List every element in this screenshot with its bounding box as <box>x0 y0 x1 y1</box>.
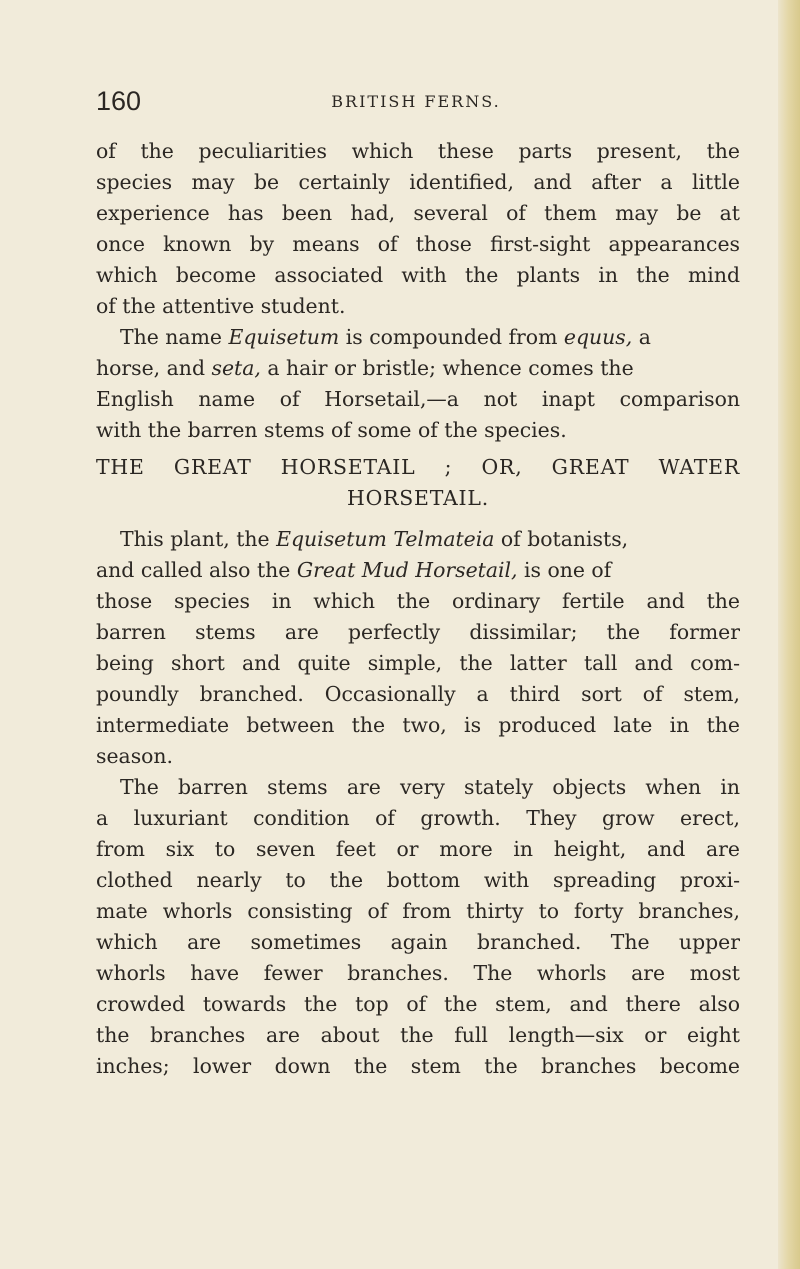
text-line: mate whorls consisting of from thirty to forty branches, <box>96 899 740 923</box>
page-body <box>96 136 740 1082</box>
page-number: 160 <box>96 86 142 116</box>
text-line: barren stems are perfectly dissimilar; the former <box>96 620 740 644</box>
text-line: from six to seven feet or more in height, and are <box>96 837 740 861</box>
text-line: of the attentive student. <box>96 294 346 318</box>
text-run: horse, and <box>96 356 212 380</box>
text-run: of botanists, <box>494 527 629 551</box>
text-line: species may be certainly identified, and after a little <box>96 170 740 194</box>
italic-term: seta, <box>211 356 261 380</box>
heading-line: HORSETAIL. <box>347 486 489 510</box>
paragraph-3 <box>96 524 740 772</box>
text-line: crowded towards the top of the stem, and there also <box>96 992 740 1016</box>
text-line: poundly branched. Occasionally a third sort of stem, <box>96 682 740 706</box>
text-line <box>96 524 740 555</box>
text-line: of the peculiarities which these parts present, the <box>96 139 740 163</box>
italic-term: Equisetum Telmateia <box>276 527 495 551</box>
paragraph-4 <box>96 772 740 1082</box>
text-line <box>96 353 740 384</box>
page-edge <box>778 0 800 1269</box>
text-line <box>96 555 740 586</box>
paragraph-2 <box>96 322 740 446</box>
text-line: whorls have fewer branches. The whorls are most <box>96 961 740 985</box>
text-run: a hair or bristle; whence comes the <box>260 356 634 380</box>
heading-line: THE GREAT HORSETAIL ; OR, GREAT WATER <box>96 455 740 479</box>
text-line: intermediate between the two, is produced late in the <box>96 713 740 737</box>
text-line: the branches are about the full length—six or eight <box>96 1023 740 1047</box>
text-run: is compounded from <box>339 325 564 349</box>
text-line: which are sometimes again branched. The upper <box>96 930 740 954</box>
text-line: season. <box>96 744 174 768</box>
text-line: being short and quite simple, the latter tall and com- <box>96 651 740 675</box>
page-header <box>96 86 736 126</box>
text-line: those species in which the ordinary fertile and the <box>96 589 740 613</box>
text-line: a luxuriant condition of growth. They grow erect, <box>96 806 740 830</box>
italic-term: equus, <box>563 325 633 349</box>
text-line: clothed nearly to the bottom with spreading proxi- <box>96 868 740 892</box>
text-line: experience has been had, several of them may be at <box>96 201 740 225</box>
paragraph-1 <box>96 136 740 322</box>
text-run: a <box>632 325 651 349</box>
text-line: English name of Horsetail,—a not inapt comparison <box>96 387 740 411</box>
text-line: with the barren stems of some of the species. <box>96 418 567 442</box>
italic-term: Equisetum <box>228 325 340 349</box>
running-head: BRITISH FERNS. <box>331 92 501 111</box>
section-heading <box>96 452 740 514</box>
italic-term: Great Mud Horsetail, <box>296 558 518 582</box>
text-run: This plant, the <box>120 527 277 551</box>
text-line: once known by means of those first-sight appearances <box>96 232 740 256</box>
text-run: and called also the <box>96 558 297 582</box>
text-line <box>96 322 740 353</box>
text-line: inches; lower down the stem the branches become <box>96 1054 740 1078</box>
text-run: is one of <box>517 558 612 582</box>
text-run: The name <box>120 325 229 349</box>
text-line: which become associated with the plants in the mind <box>96 263 740 287</box>
text-line: The barren stems are very stately objects when in <box>120 775 740 799</box>
